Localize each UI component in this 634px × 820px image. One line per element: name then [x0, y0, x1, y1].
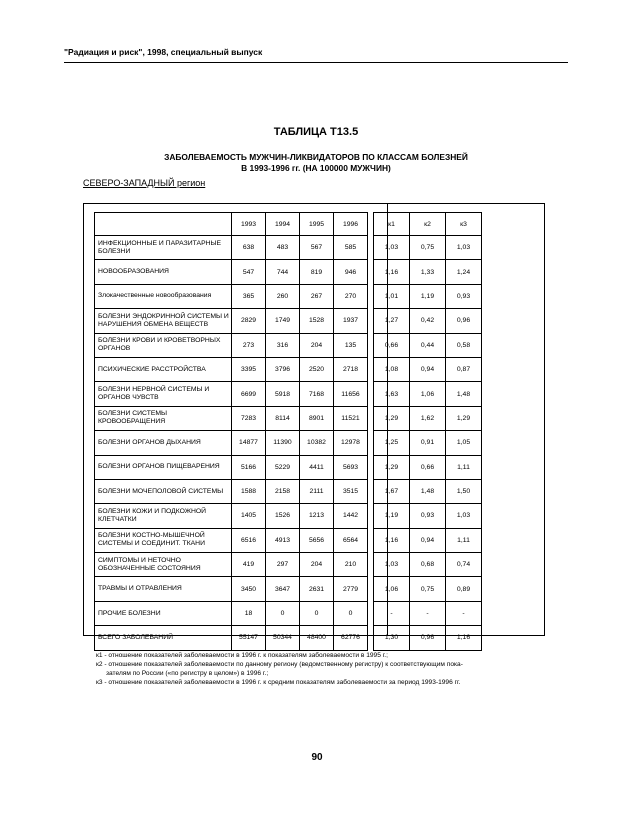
row-label: НОВООБРАЗОВАНИЯ	[95, 260, 232, 284]
row-value: 1,67	[374, 479, 410, 503]
row-value: 585	[334, 236, 368, 260]
row-value: 1,33	[410, 260, 446, 284]
footnote-k3: к3 - отношение показателей заболеваемости в 1996 г. к средним показателям заболеваемости за период 1993-1996 гг.	[96, 679, 461, 686]
table-row	[95, 553, 482, 577]
row-value: 1,27	[374, 309, 410, 333]
row-value: 3395	[232, 357, 266, 381]
table-row	[95, 260, 482, 284]
row-value: 547	[232, 260, 266, 284]
table-header-row	[95, 213, 482, 236]
footnote-k2: к2 - отношение показателей заболеваемости по данному региону (ведомственному регистру) к соответствующим пока-	[96, 661, 463, 668]
row-value: 0,74	[446, 553, 482, 577]
row-value: 0,96	[410, 626, 446, 650]
row-value: 0,75	[410, 577, 446, 601]
column-header: к2	[410, 213, 446, 236]
table-row	[95, 455, 482, 479]
row-value: 267	[300, 284, 334, 308]
row-value: 210	[334, 553, 368, 577]
row-value: 55147	[232, 626, 266, 650]
row-value: 0	[334, 601, 368, 625]
row-label: БОЛЕЗНИ ЭНДОКРИННОЙ СИСТЕМЫ И НАРУШЕНИЯ ОБМЕНА ВЕЩЕСТВ	[95, 309, 232, 333]
row-value: 2158	[266, 479, 300, 503]
row-value: 0,94	[410, 528, 446, 552]
table-row	[95, 601, 482, 625]
column-header: 1996	[334, 213, 368, 236]
row-value: 2779	[334, 577, 368, 601]
row-value: 2631	[300, 577, 334, 601]
row-value: 5918	[266, 382, 300, 406]
table-body	[95, 213, 482, 651]
row-value: 273	[232, 333, 266, 357]
row-label: БОЛЕЗНИ КРОВИ И КРОВЕТВОРНЫХ ОРГАНОВ	[95, 333, 232, 357]
row-value: 135	[334, 333, 368, 357]
row-value: 1,48	[446, 382, 482, 406]
header-rule	[64, 62, 568, 63]
row-value: 0,93	[446, 284, 482, 308]
row-value: 365	[232, 284, 266, 308]
row-value: 6699	[232, 382, 266, 406]
row-value: 4913	[266, 528, 300, 552]
row-value: 18	[232, 601, 266, 625]
row-value: 1,19	[410, 284, 446, 308]
row-value: 48400	[300, 626, 334, 650]
row-label: БОЛЕЗНИ НЕРВНОЙ СИСТЕМЫ И ОРГАНОВ ЧУВСТВ	[95, 382, 232, 406]
row-value: 7283	[232, 406, 266, 430]
row-value: 0,68	[410, 553, 446, 577]
row-label: БОЛЕЗНИ КОСТНО-МЫШЕЧНОЙ СИСТЕМЫ И СОЕДИНИТ. ТКАНИ	[95, 528, 232, 552]
subtitle-line-2: В 1993-1996 гг. (НА 100000 МУЖЧИН)	[241, 163, 391, 173]
table-row	[95, 333, 482, 357]
row-value: 1,03	[446, 504, 482, 528]
table-row	[95, 406, 482, 430]
row-value: 2718	[334, 357, 368, 381]
row-value: 1,03	[446, 236, 482, 260]
row-value: 14877	[232, 431, 266, 455]
row-value: 483	[266, 236, 300, 260]
table-row	[95, 431, 482, 455]
column-header: 1994	[266, 213, 300, 236]
row-value: 1,25	[374, 431, 410, 455]
row-value: 1,05	[446, 431, 482, 455]
row-value: 946	[334, 260, 368, 284]
table-row	[95, 309, 482, 333]
row-value: 204	[300, 333, 334, 357]
row-value: 0	[300, 601, 334, 625]
row-value: 204	[300, 553, 334, 577]
column-header: 1993	[232, 213, 266, 236]
row-value: 3796	[266, 357, 300, 381]
row-value: 1,29	[446, 406, 482, 430]
row-value: 4411	[300, 455, 334, 479]
row-value: -	[410, 601, 446, 625]
row-label: БОЛЕЗНИ СИСТЕМЫ КРОВООБРАЩЕНИЯ	[95, 406, 232, 430]
row-value: 6564	[334, 528, 368, 552]
row-value: 1937	[334, 309, 368, 333]
row-label: БОЛЕЗНИ ОРГАНОВ ДЫХАНИЯ	[95, 431, 232, 455]
table-row	[95, 382, 482, 406]
row-value: 5656	[300, 528, 334, 552]
row-value: 260	[266, 284, 300, 308]
row-label: БОЛЕЗНИ ОРГАНОВ ПИЩЕВАРЕНИЯ	[95, 455, 232, 479]
table-row	[95, 284, 482, 308]
row-value: 1,11	[446, 528, 482, 552]
table-row	[95, 357, 482, 381]
row-value: 50344	[266, 626, 300, 650]
row-label: ПРОЧИЕ БОЛЕЗНИ	[95, 601, 232, 625]
row-value: 297	[266, 553, 300, 577]
row-value: 1,16	[374, 260, 410, 284]
row-label: ПСИХИЧЕСКИЕ РАССТРОЙСТВА	[95, 357, 232, 381]
row-value: 1,29	[374, 455, 410, 479]
row-label: БОЛЕЗНИ МОЧЕПОЛОВОЙ СИСТЕМЫ	[95, 479, 232, 503]
row-value: 1,03	[374, 236, 410, 260]
row-value: 1,30	[374, 626, 410, 650]
row-value: 0,44	[410, 333, 446, 357]
row-value: 1526	[266, 504, 300, 528]
row-value: 1528	[300, 309, 334, 333]
row-value: 1,16	[446, 626, 482, 650]
subtitle-line-1: ЗАБОЛЕВАЕМОСТЬ МУЖЧИН-ЛИКВИДАТОРОВ ПО КЛАССАМ БОЛЕЗНЕЙ	[164, 152, 468, 162]
row-value: 7168	[300, 382, 334, 406]
row-value: 62776	[334, 626, 368, 650]
row-value: 1,50	[446, 479, 482, 503]
row-value: 1,11	[446, 455, 482, 479]
row-value: 1749	[266, 309, 300, 333]
row-value: 1,01	[374, 284, 410, 308]
row-value: 316	[266, 333, 300, 357]
table-row	[95, 236, 482, 260]
column-header: к3	[446, 213, 482, 236]
row-value: 1,08	[374, 357, 410, 381]
row-value: 5693	[334, 455, 368, 479]
table-row	[95, 577, 482, 601]
row-value: -	[446, 601, 482, 625]
row-value: 0,42	[410, 309, 446, 333]
table-row	[95, 479, 482, 503]
row-value: 12978	[334, 431, 368, 455]
row-value: 1,06	[374, 577, 410, 601]
row-value: 0,93	[410, 504, 446, 528]
table-row	[95, 528, 482, 552]
row-value: 0,75	[410, 236, 446, 260]
row-value: 0	[266, 601, 300, 625]
row-value: 1,29	[374, 406, 410, 430]
row-value: 6516	[232, 528, 266, 552]
table-frame	[83, 203, 545, 642]
column-header: к1	[374, 213, 410, 236]
table-subtitle	[64, 152, 568, 174]
row-value: 1,48	[410, 479, 446, 503]
row-value: 5166	[232, 455, 266, 479]
row-value: 638	[232, 236, 266, 260]
footnote-k1: к1 - отношение показателей заболеваемости в 1996 г. к показателям заболеваемости в 1995 г.;	[96, 652, 388, 659]
row-value: 5229	[266, 455, 300, 479]
row-value: 1,62	[410, 406, 446, 430]
row-value: 1,16	[374, 528, 410, 552]
row-value: 3515	[334, 479, 368, 503]
row-label: СИМПТОМЫ И НЕТОЧНО ОБОЗНАЧЕННЫЕ СОСТОЯНИЯ	[95, 553, 232, 577]
row-value: 11390	[266, 431, 300, 455]
morbidity-table	[94, 212, 482, 651]
row-value: 2829	[232, 309, 266, 333]
row-label: ИНФЕКЦИОННЫЕ И ПАРАЗИТАРНЫЕ БОЛЕЗНИ	[95, 236, 232, 260]
row-value: 1213	[300, 504, 334, 528]
row-value: 0,58	[446, 333, 482, 357]
row-label: БОЛЕЗНИ КОЖИ И ПОДКОЖНОЙ КЛЕТЧАТКИ	[95, 504, 232, 528]
row-value: 1,19	[374, 504, 410, 528]
column-header: 1995	[300, 213, 334, 236]
row-value: 0,87	[446, 357, 482, 381]
row-value: 1405	[232, 504, 266, 528]
row-value: 0,91	[410, 431, 446, 455]
row-value: 8901	[300, 406, 334, 430]
row-value: 1,63	[374, 382, 410, 406]
running-header: "Радиация и риск", 1998, специальный выпуск	[64, 47, 263, 57]
row-value: 2520	[300, 357, 334, 381]
row-value: 10382	[300, 431, 334, 455]
table-row	[95, 626, 482, 650]
row-value: 1,03	[374, 553, 410, 577]
region-label: СЕВЕРО-ЗАПАДНЫЙ регион	[83, 178, 206, 188]
row-value: 3647	[266, 577, 300, 601]
header-name-cell	[95, 213, 232, 236]
row-value: 0,89	[446, 577, 482, 601]
row-value: 0,66	[410, 455, 446, 479]
row-value: 270	[334, 284, 368, 308]
row-value: 3450	[232, 577, 266, 601]
row-label: Злокачественные новообразования	[95, 284, 232, 308]
row-label: ТРАВМЫ И ОТРАВЛЕНИЯ	[95, 577, 232, 601]
footnote-k2-continued: зателям по России («по регистру в целом») в 1996 г.;	[106, 670, 269, 677]
row-value: 0,96	[446, 309, 482, 333]
table-title: ТАБЛИЦА Т13.5	[273, 126, 359, 138]
row-value: 1,24	[446, 260, 482, 284]
row-value: 11656	[334, 382, 368, 406]
table-row	[95, 504, 482, 528]
row-value: 2111	[300, 479, 334, 503]
row-label: ВСЕГО ЗАБОЛЕВАНИЙ	[95, 626, 232, 650]
row-value: 567	[300, 236, 334, 260]
row-value: 8114	[266, 406, 300, 430]
footnotes	[96, 651, 546, 687]
row-value: 1,06	[410, 382, 446, 406]
row-value: 744	[266, 260, 300, 284]
row-value: 0,66	[374, 333, 410, 357]
page-number: 90	[311, 752, 323, 763]
row-value: 819	[300, 260, 334, 284]
row-value: -	[374, 601, 410, 625]
row-value: 11521	[334, 406, 368, 430]
row-value: 419	[232, 553, 266, 577]
row-value: 1442	[334, 504, 368, 528]
row-value: 0,94	[410, 357, 446, 381]
row-value: 1588	[232, 479, 266, 503]
